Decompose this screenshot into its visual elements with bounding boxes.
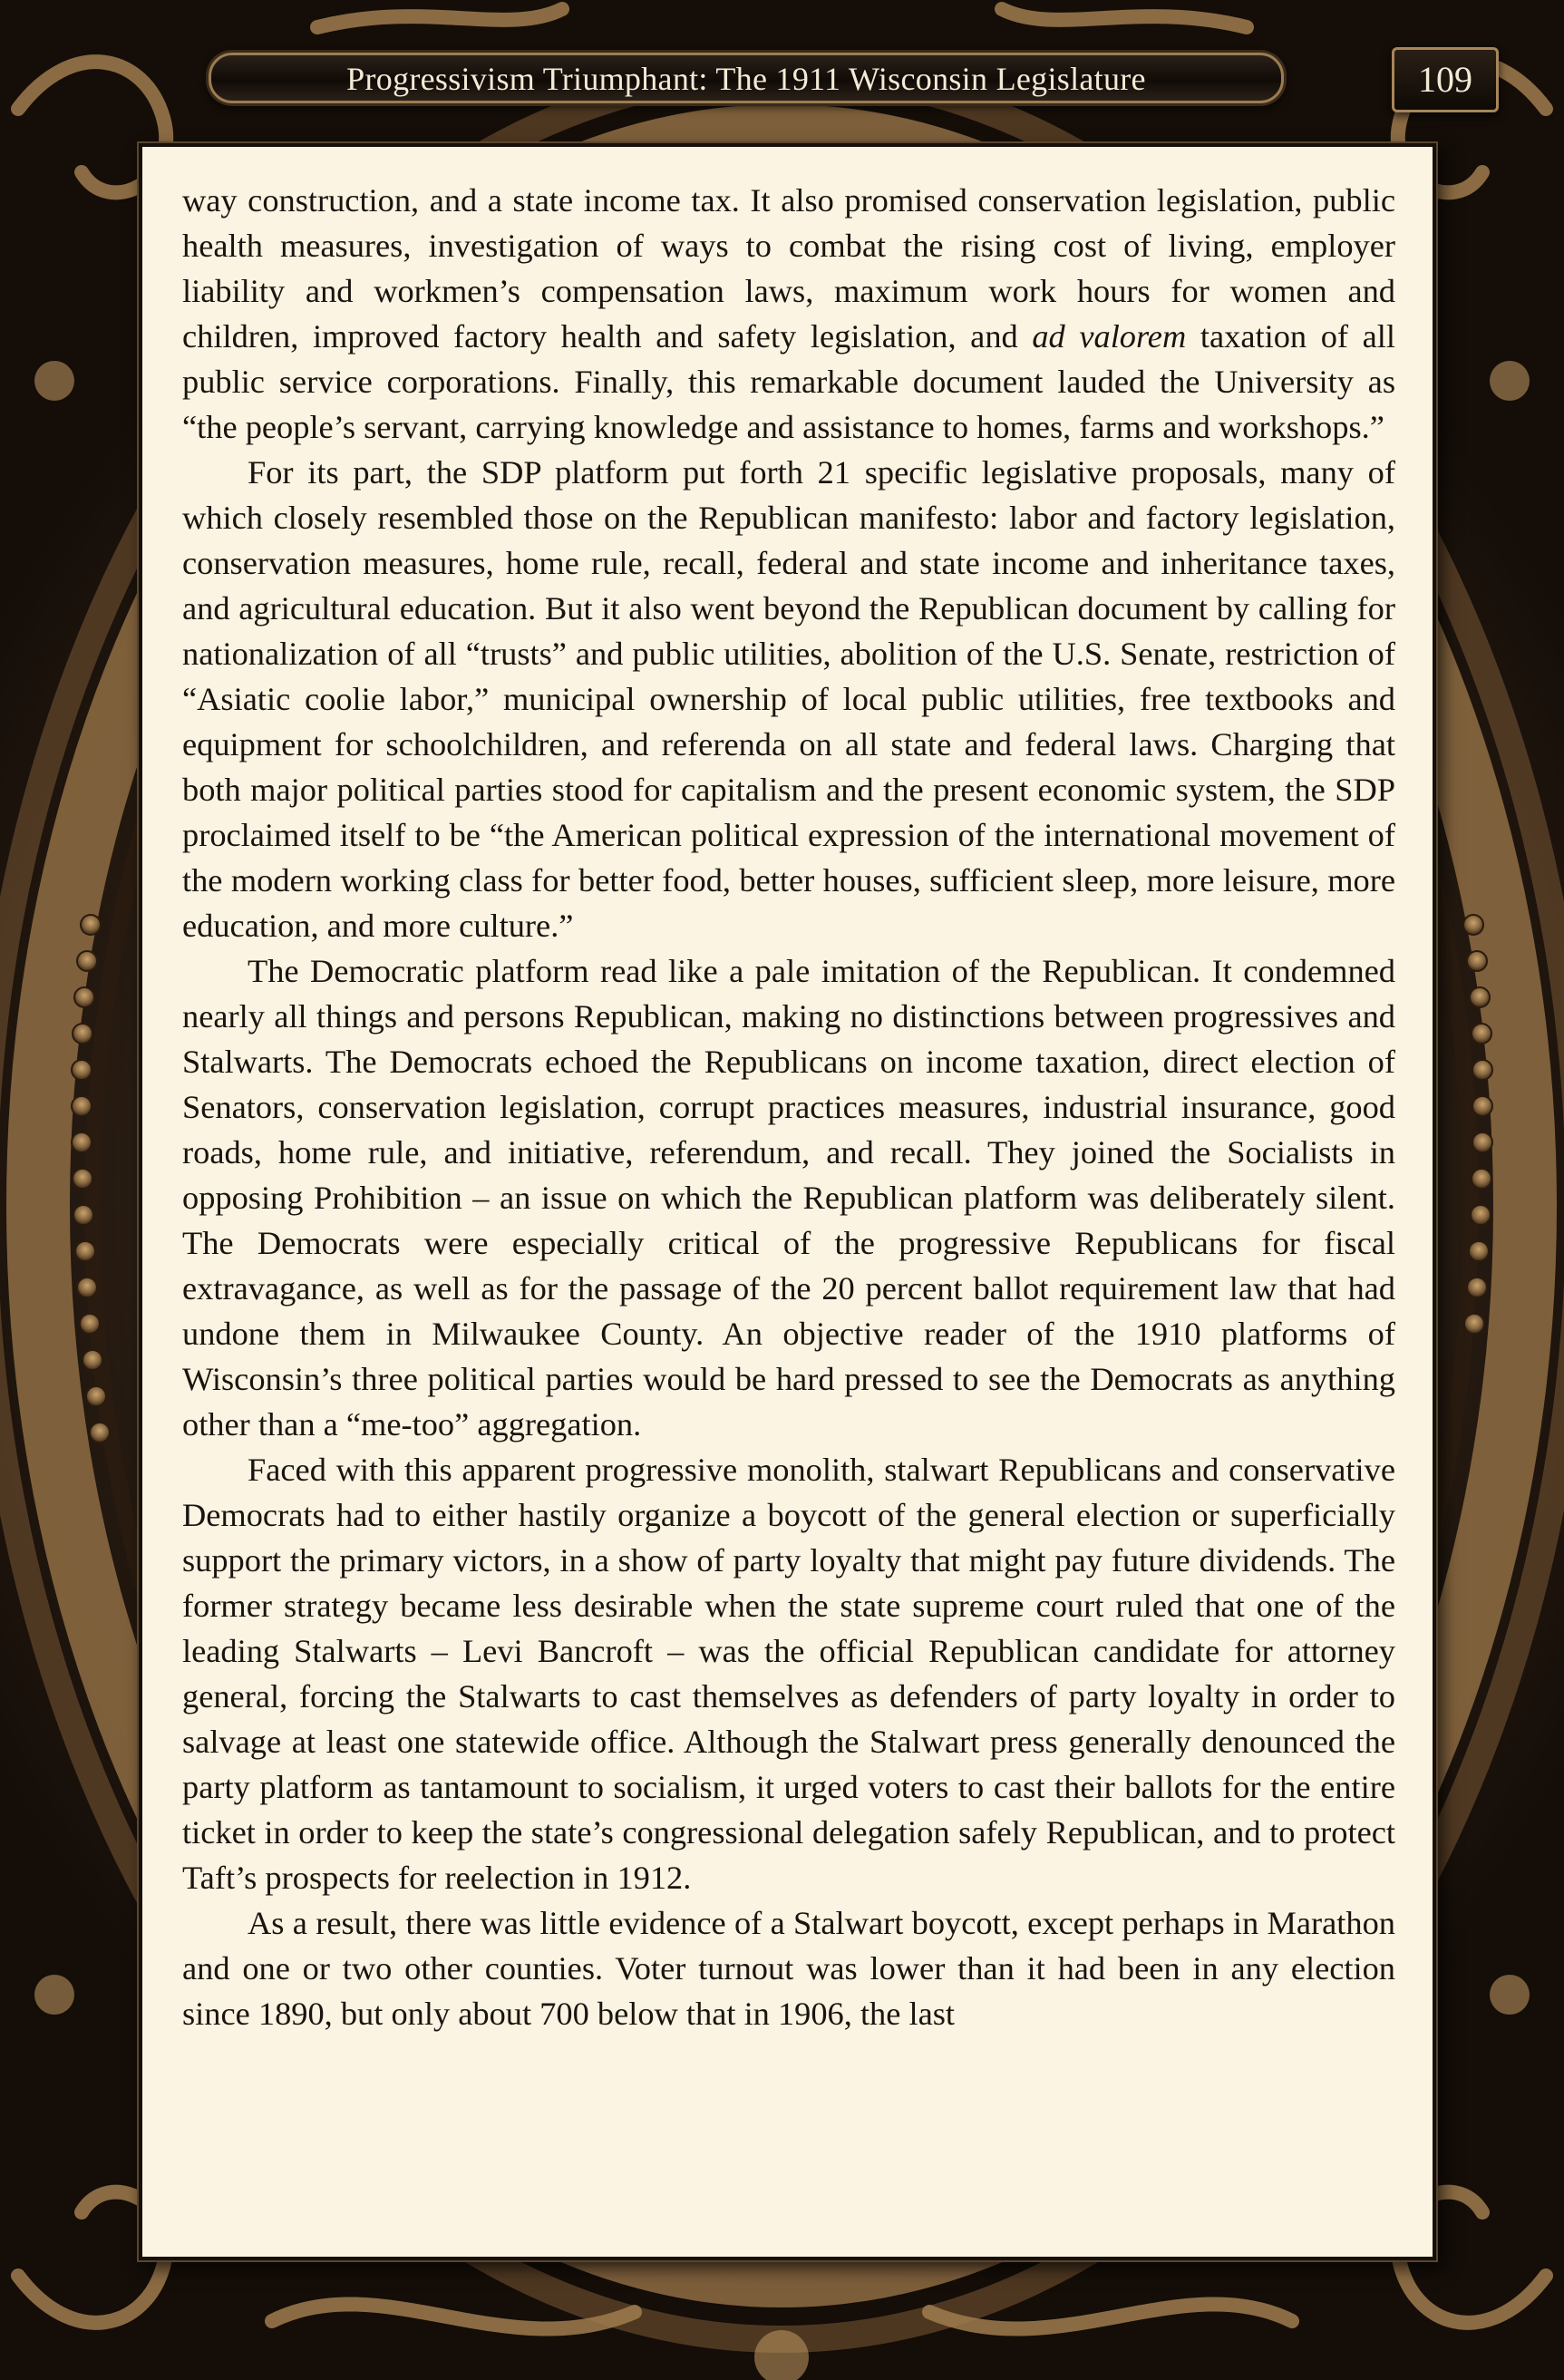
paragraph-1-part-b: taxation of all public service corporations. Finally, this remarkable document lauded the University as “the people’s servant, carrying knowledge and assistance to homes, farms and workshops.” bbox=[182, 318, 1395, 445]
paragraph-1 bbox=[182, 178, 1395, 450]
paragraph-5: As a result, there was little evidence of a Stalwart boycott, except perhaps in Marathon and one or two other counties. Voter turnout was lower than it had been in any election since 1890, but only about 700 below that in 1906, the last bbox=[182, 1905, 1395, 2032]
running-header bbox=[209, 53, 1284, 103]
paragraph-1-italic: ad valorem bbox=[1032, 318, 1187, 355]
paragraph-3: The Democratic platform read like a pale imitation of the Republican. It condemned nearly all things and persons Republican, making no distinctions between progressives and Stalwarts. The Democrats echoed the Republicans on income taxation, direct election of Senators, conservation legislation, corrupt practices measures, industrial insurance, good roads, home rule, and initiative, referendum, and recall. They joined the Socialists in opposing Prohibition – an issue on which the Republican platform was deliberately silent. The Democrats were especially critical of the progressive Republicans for fiscal extravagance, as well as for the passage of the 20 percent ballot requirement law that had undone them in Milwaukee County. An objective reader of the 1910 platforms of Wisconsin’s three political parties would be hard pressed to see the Democrats as anything other than a “me-too” aggregation. bbox=[182, 953, 1395, 1443]
paragraph-4: Faced with this apparent progressive monolith, stalwart Republicans and conservative Democrats had to either hastily organize a boycott of the general election or superficially support the primary victors, in a show of party loyalty that might pay future dividends. The former strategy became less desirable when the state supreme court ruled that one of the leading Stalwarts – Levi Bancroft – was the official Republican candidate for attorney general, forcing the Stalwarts to cast themselves as defenders of party loyalty in order to salvage at least one statewide office. Although the Stalwart press generally denounced the party platform as tantamount to socialism, it urged voters to cast their ballots for the entire ticket in order to keep the state’s congressional delegation safely Republican, and to protect Taft’s prospects for reelection in 1912. bbox=[182, 1452, 1395, 1896]
page-number: 109 bbox=[1418, 59, 1472, 100]
paragraph-2: For its part, the SDP platform put forth 21 specific legislative proposals, many of which closely resembled those on the Republican manifesto: labor and factory legislation, conservation measures, home rule, recall, federal and state income and inheritance taxes, and agricultural education. But it also went beyond the Republican document by calling for nationalization of all “trusts” and public utilities, abolition of the U.S. Senate, restriction of “Asiatic coolie labor,” municipal ownership of local public utilities, free textbooks and equipment for schoolchildren, and referenda on all state and federal laws. Charging that both major political parties stood for capitalism and the present economic system, the SDP proclaimed itself to be “the American political expression of the international movement of the modern working class for better food, better houses, sufficient sleep, more leisure, more education, and more culture.” bbox=[182, 454, 1395, 944]
text-panel bbox=[139, 143, 1436, 2260]
page-number-box bbox=[1392, 47, 1499, 112]
running-header-title: Progressivism Triumphant: The 1911 Wisconsin Legislature bbox=[346, 61, 1146, 97]
body-text bbox=[182, 178, 1395, 2036]
paragraph-1-part-a: way construction, and a state income tax. It also promised conservation legislation, public health measures, investigation of ways to combat the rising cost of living, employer liability and workmen’s compensation laws, maximum work hours for women and children, improved factory health and safety legislation, and bbox=[182, 182, 1395, 355]
